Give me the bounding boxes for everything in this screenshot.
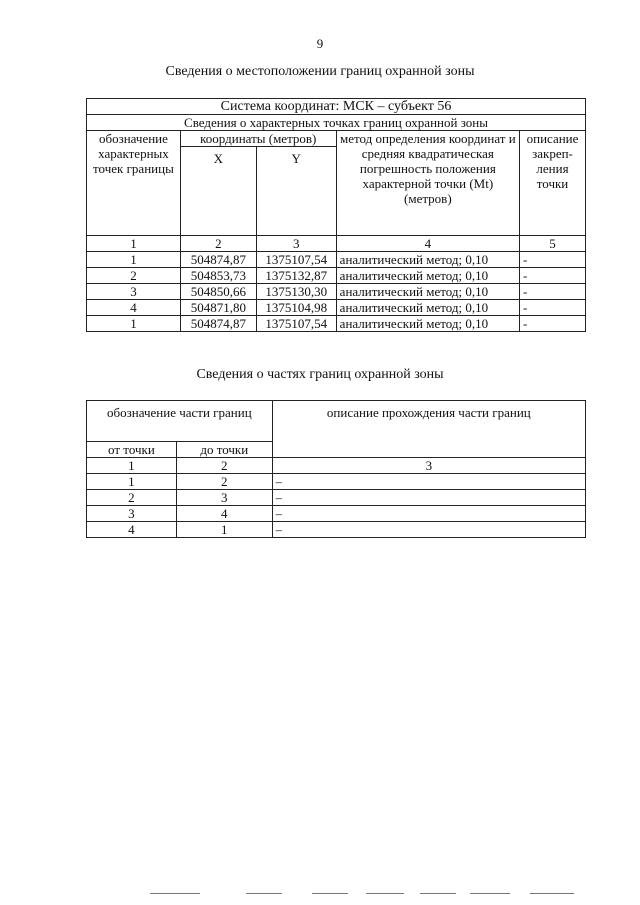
fixation: - (520, 252, 586, 268)
to-point: 2 (176, 474, 272, 490)
to-point: 4 (176, 506, 272, 522)
header-y: Y (256, 147, 336, 236)
header-x: X (180, 147, 256, 236)
column-number: 3 (272, 458, 585, 474)
column-number: 1 (87, 236, 181, 252)
page-number: 9 (316, 36, 324, 51)
coord-y: 1375132,87 (256, 268, 336, 284)
footer-artifact (312, 893, 348, 894)
coord-y: 1375107,54 (256, 316, 336, 332)
coord-y: 1375107,54 (256, 252, 336, 268)
method: аналитический метод; 0,10 (336, 316, 519, 332)
section1-title: Сведения о местоположении границ охранной зоны (165, 64, 475, 79)
fixation: - (520, 268, 586, 284)
table-row (87, 316, 586, 332)
table-row (87, 284, 586, 300)
part-description: – (272, 506, 585, 522)
header-from-point: от точки (87, 442, 177, 458)
footer-artifact (470, 893, 510, 894)
footer-artifact (150, 893, 200, 894)
column-number-row (87, 458, 586, 474)
footer-artifact (420, 893, 456, 894)
table-row (87, 268, 586, 284)
column-number: 2 (176, 458, 272, 474)
header-to-point: до точки (176, 442, 272, 458)
from-point: 4 (87, 522, 177, 538)
coord-x: 504850,66 (180, 284, 256, 300)
footer-artifact (366, 893, 404, 894)
header-method: метод определения координат и средняя квадратическая погрешность положения характерной точки (Mt) (метров) (336, 131, 519, 236)
coordinate-system: Система координат: МСК – субъект 56 (87, 99, 586, 115)
point-id: 1 (87, 252, 181, 268)
coord-x: 504874,87 (180, 252, 256, 268)
header-part-designation: обозначение части границ (87, 401, 273, 442)
coord-x: 504871,80 (180, 300, 256, 316)
header-coordinates: координаты (метров) (180, 131, 336, 147)
method: аналитический метод; 0,10 (336, 252, 519, 268)
point-id: 4 (87, 300, 181, 316)
coord-x: 504874,87 (180, 316, 256, 332)
table-row (87, 506, 586, 522)
column-number: 1 (87, 458, 177, 474)
table-row (87, 490, 586, 506)
point-id: 3 (87, 284, 181, 300)
column-number-row (87, 236, 586, 252)
table1-subtitle: Сведения о характерных точках границ охранной зоны (87, 115, 586, 131)
fixation: - (520, 300, 586, 316)
to-point: 3 (176, 490, 272, 506)
boundary-parts-table (86, 400, 586, 538)
table-row (87, 522, 586, 538)
footer-artifact (530, 893, 574, 894)
column-number: 5 (520, 236, 586, 252)
from-point: 2 (87, 490, 177, 506)
column-number: 4 (336, 236, 519, 252)
part-description: – (272, 490, 585, 506)
fixation: - (520, 284, 586, 300)
boundary-points-table (86, 98, 586, 332)
from-point: 1 (87, 474, 177, 490)
method: аналитический метод; 0,10 (336, 268, 519, 284)
method: аналитический метод; 0,10 (336, 284, 519, 300)
method: аналитический метод; 0,10 (336, 300, 519, 316)
part-description: – (272, 522, 585, 538)
fixation: - (520, 316, 586, 332)
coord-x: 504853,73 (180, 268, 256, 284)
column-number: 3 (256, 236, 336, 252)
point-id: 1 (87, 316, 181, 332)
coord-y: 1375104,98 (256, 300, 336, 316)
table-row (87, 252, 586, 268)
header-point-designation: обозначение характерных точек границы (87, 131, 181, 236)
header-part-description: описание прохождения части границ (272, 401, 585, 458)
section2-title: Сведения о частях границ охранной зоны (196, 367, 444, 382)
table-row (87, 474, 586, 490)
table-row (87, 300, 586, 316)
header-fixation: описание закреп-ления точки (520, 131, 586, 236)
column-number: 2 (180, 236, 256, 252)
part-description: – (272, 474, 585, 490)
to-point: 1 (176, 522, 272, 538)
coord-y: 1375130,30 (256, 284, 336, 300)
point-id: 2 (87, 268, 181, 284)
footer-artifact (246, 893, 282, 894)
from-point: 3 (87, 506, 177, 522)
